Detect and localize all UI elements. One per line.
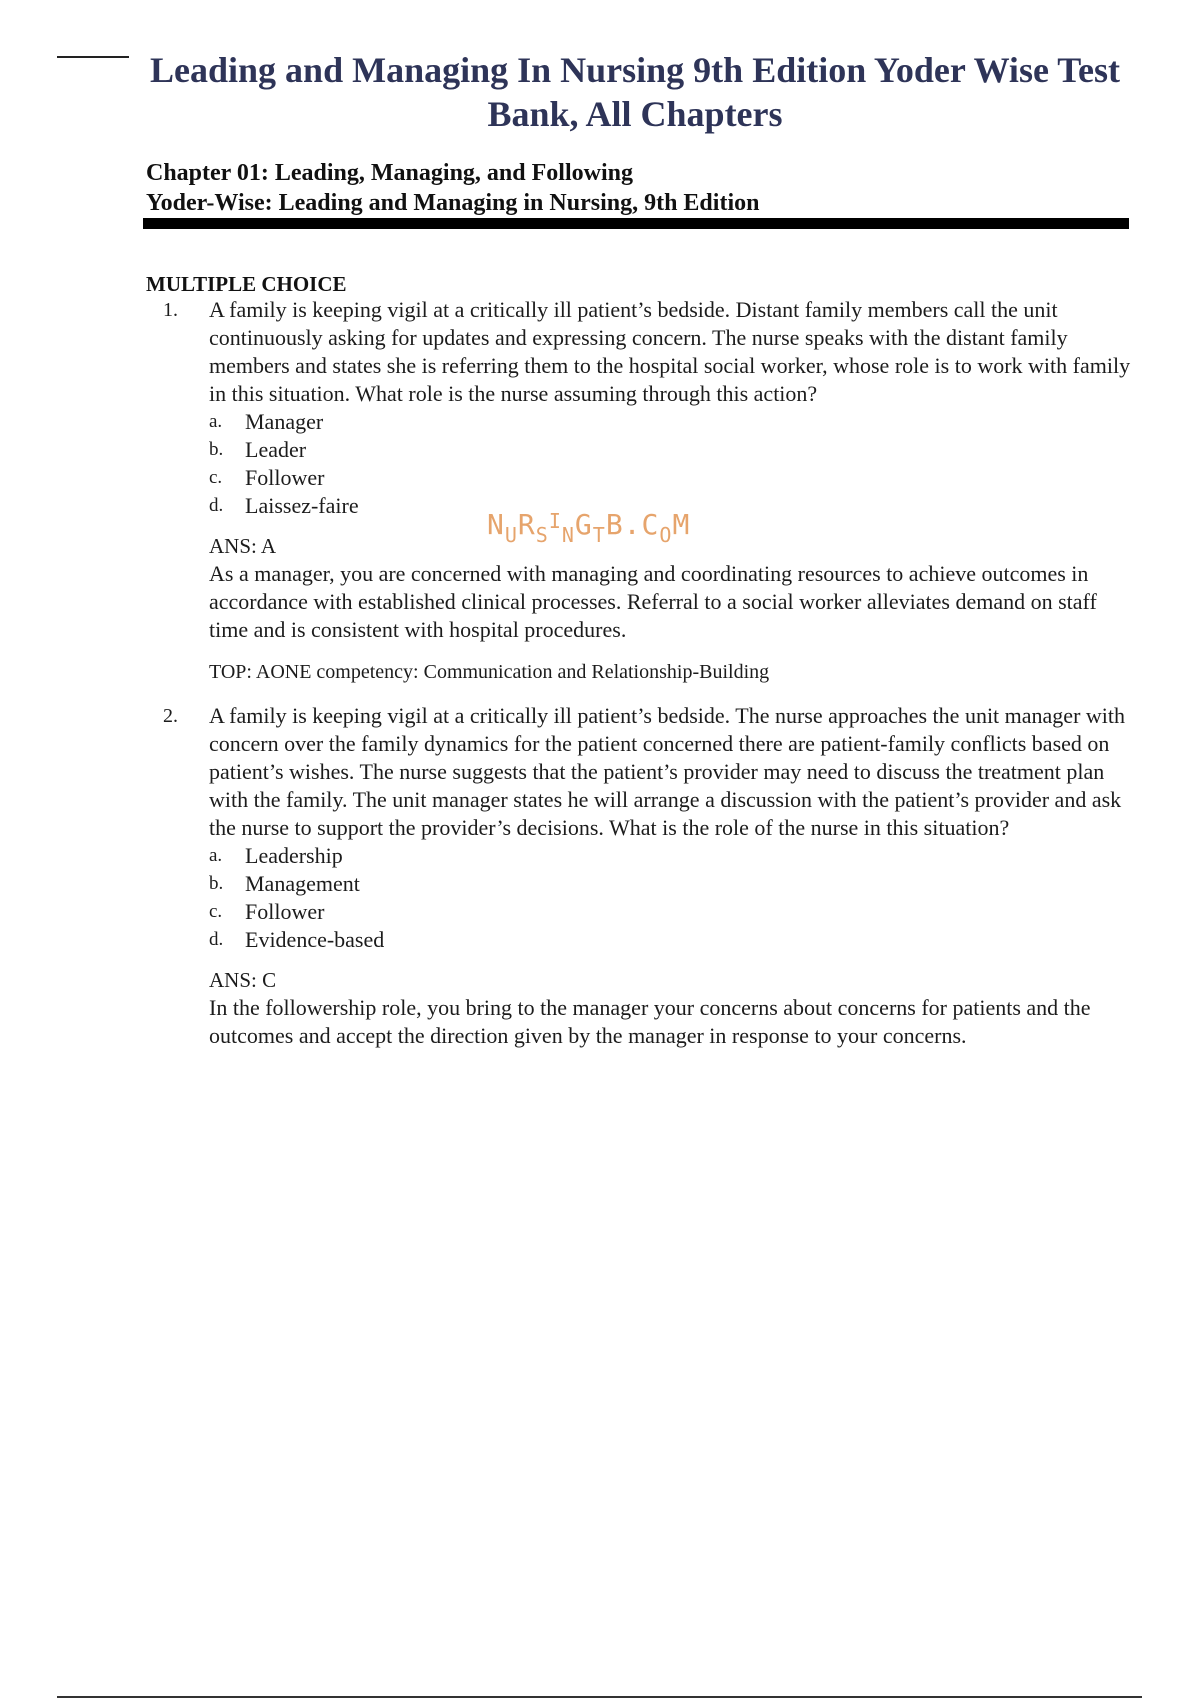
answer-rationale: As a manager, you are concerned with managing and coordinating resources to achieve outcomes in accordance with established clinical processes. Referral to a social worker alleviates demand on staff time and is consistent with hospital procedures. (209, 561, 1097, 642)
option-text: Manager (245, 409, 324, 434)
answer-block (209, 532, 1136, 686)
option-letter: b. (209, 873, 224, 894)
question-number: 1. (163, 299, 178, 321)
watermark-logo: $N_UR_S^I_NG_TB.C_OM$ (487, 508, 691, 547)
option-c (209, 464, 1136, 492)
answer-rationale: In the followership role, you bring to the manager your concerns about concerns for patients and the outcomes and accept the direction given by the manager in response to your concerns. (209, 995, 1091, 1048)
option-a (209, 408, 1136, 436)
option-letter: a. (209, 411, 223, 432)
question-topic: TOP: AONE competency: Communication and Relationship-Building (209, 661, 770, 683)
answer-key: ANS: A (209, 534, 277, 558)
option-text: Management (245, 871, 360, 896)
option-b (209, 436, 1136, 464)
document-title: Leading and Managing In Nursing 9th Edition Yoder Wise Test Bank, All Chapters (150, 50, 1120, 134)
question-number: 2. (163, 705, 178, 727)
answer-options (209, 408, 1136, 520)
section-heading: MULTIPLE CHOICE (146, 272, 347, 296)
option-letter: d. (209, 495, 224, 516)
footer-rule (57, 1696, 1142, 1698)
answer-key: ANS: C (209, 968, 277, 992)
answer-block (209, 966, 1136, 1050)
option-text: Follower (245, 465, 325, 490)
question-stem: A family is keeping vigil at a critically ill patient’s bedside. The nurse approaches the unit manager with concern over the family dynamics for the patient concerned there are patient-family conflicts based on patient’s wishes. The nurse suggests that the patient’s provider may need to discuss the treatment plan with the family. The unit manager states he will arrange a discussion with the patient’s provider and ask the nurse to support the provider’s decisions. What is the role of the nurse in this situation? (209, 703, 1126, 840)
option-text: Leader (245, 437, 307, 462)
option-d (209, 926, 1136, 954)
option-c (209, 898, 1136, 926)
question-1 (146, 296, 1136, 686)
answer-options (209, 842, 1136, 954)
option-letter: a. (209, 845, 223, 866)
option-letter: d. (209, 929, 224, 950)
question-list (146, 296, 1136, 1050)
chapter-header (146, 158, 1130, 218)
chapter-title: Chapter 01: Leading, Managing, and Following (146, 160, 633, 186)
top-left-rule (57, 56, 129, 58)
option-text: Evidence-based (245, 927, 385, 952)
option-letter: c. (209, 467, 223, 488)
header-divider (143, 218, 1129, 229)
book-title: Yoder-Wise: Leading and Managing in Nursing, 9th Edition (146, 190, 760, 216)
option-letter: b. (209, 439, 224, 460)
question-stem: A family is keeping vigil at a critically ill patient’s bedside. Distant family members call the unit continuously asking for updates and expressing concern. The nurse speaks with the distant family members and states she is referring them to the hospital social worker, whose role is to work with family in this situation. What role is the nurse assuming through this action? (209, 297, 1131, 406)
option-text: Leadership (245, 843, 343, 868)
option-a (209, 842, 1136, 870)
option-text: Follower (245, 899, 325, 924)
option-text: Laissez-faire (245, 493, 359, 518)
question-2 (146, 702, 1136, 1050)
option-letter: c. (209, 901, 223, 922)
option-b (209, 870, 1136, 898)
